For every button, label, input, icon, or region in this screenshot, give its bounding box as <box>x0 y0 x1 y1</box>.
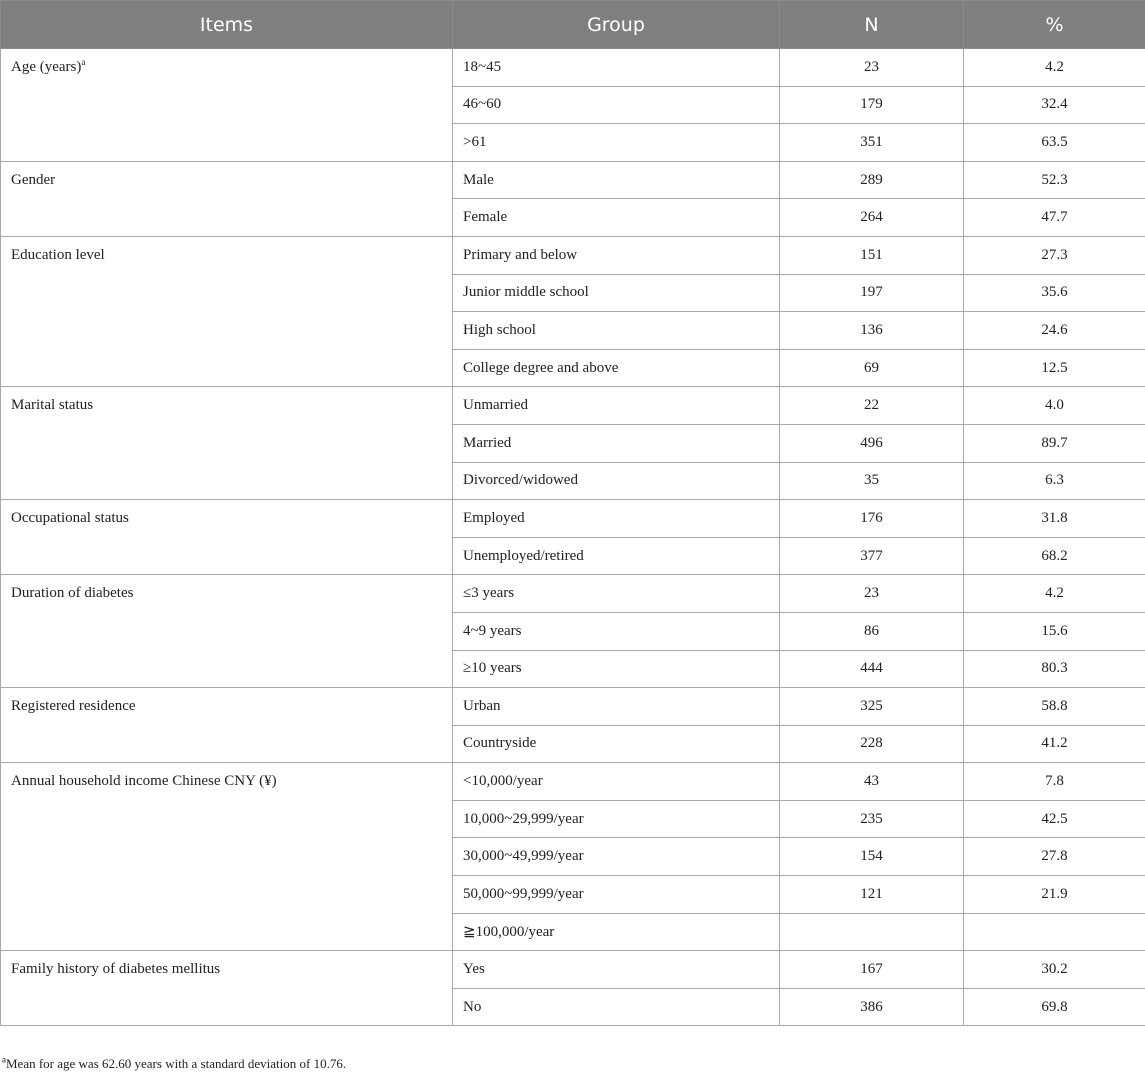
table-row <box>1 161 1145 199</box>
group-cell: ≤3 years <box>453 575 780 613</box>
n-cell: 86 <box>780 612 964 650</box>
group-cell: Married <box>453 424 780 462</box>
n-cell: 22 <box>780 387 964 425</box>
n-cell: 23 <box>780 575 964 613</box>
percent-cell: 12.5 <box>964 349 1145 387</box>
percent-cell: 21.9 <box>964 876 1145 914</box>
percent-cell: 35.6 <box>964 274 1145 312</box>
group-cell: Urban <box>453 688 780 726</box>
percent-cell: 68.2 <box>964 537 1145 575</box>
n-cell: 351 <box>780 124 964 162</box>
table-footnote <box>2 1056 346 1072</box>
n-cell: 496 <box>780 424 964 462</box>
item-label <box>1 763 453 951</box>
group-cell: 4~9 years <box>453 612 780 650</box>
item-label-text: Family history of diabetes mellitus <box>11 961 221 978</box>
percent-cell: 89.7 <box>964 424 1145 462</box>
n-cell: 386 <box>780 988 964 1026</box>
percent-cell: 4.2 <box>964 49 1145 87</box>
percent-cell: 58.8 <box>964 688 1145 726</box>
header-items: Items <box>1 1 453 49</box>
group-cell: 46~60 <box>453 86 780 124</box>
group-cell: ≥10 years <box>453 650 780 688</box>
group-cell: 10,000~29,999/year <box>453 800 780 838</box>
percent-cell: 27.8 <box>964 838 1145 876</box>
item-label <box>1 236 453 386</box>
percent-cell: 7.8 <box>964 763 1145 801</box>
header-n: N <box>780 1 964 49</box>
item-label <box>1 500 453 575</box>
item-label <box>1 161 453 236</box>
table-row <box>1 763 1145 801</box>
percent-cell: 24.6 <box>964 312 1145 350</box>
group-cell: 50,000~99,999/year <box>453 876 780 914</box>
item-label-text: Annual household income Chinese CNY (¥) <box>11 773 277 790</box>
group-cell: Yes <box>453 951 780 989</box>
header-group: Group <box>453 1 780 49</box>
item-label <box>1 951 453 1026</box>
item-label-text: Age (years) <box>11 59 82 75</box>
n-cell: 167 <box>780 951 964 989</box>
n-cell: 325 <box>780 688 964 726</box>
item-label-text: Education level <box>11 246 105 263</box>
header-row <box>1 1 1145 49</box>
group-cell: Junior middle school <box>453 274 780 312</box>
group-cell: Countryside <box>453 725 780 763</box>
n-cell: 235 <box>780 800 964 838</box>
n-cell: 264 <box>780 199 964 237</box>
item-label <box>1 49 453 162</box>
group-cell: >61 <box>453 124 780 162</box>
percent-cell: 27.3 <box>964 236 1145 274</box>
n-cell <box>780 913 964 951</box>
percent-cell: 4.0 <box>964 387 1145 425</box>
n-cell: 444 <box>780 650 964 688</box>
group-cell: ≧100,000/year <box>453 913 780 951</box>
table-row <box>1 236 1145 274</box>
n-cell: 121 <box>780 876 964 914</box>
table-row <box>1 49 1145 87</box>
group-cell: Male <box>453 161 780 199</box>
item-label <box>1 575 453 688</box>
item-label <box>1 688 453 763</box>
percent-cell: 52.3 <box>964 161 1145 199</box>
percent-cell: 4.2 <box>964 575 1145 613</box>
percent-cell: 31.8 <box>964 500 1145 538</box>
percent-cell: 30.2 <box>964 951 1145 989</box>
group-cell: Divorced/widowed <box>453 462 780 500</box>
group-cell: Unemployed/retired <box>453 537 780 575</box>
footnote-marker: a <box>81 57 86 67</box>
n-cell: 23 <box>780 49 964 87</box>
n-cell: 228 <box>780 725 964 763</box>
group-cell: Employed <box>453 500 780 538</box>
group-cell: College degree and above <box>453 349 780 387</box>
percent-cell: 41.2 <box>964 725 1145 763</box>
footnote-marker: a <box>2 1054 6 1065</box>
header-percent: % <box>964 1 1145 49</box>
percent-cell: 47.7 <box>964 199 1145 237</box>
n-cell: 136 <box>780 312 964 350</box>
percent-cell: 32.4 <box>964 86 1145 124</box>
table-body <box>1 49 1145 1026</box>
table-row <box>1 575 1145 613</box>
n-cell: 69 <box>780 349 964 387</box>
table-row <box>1 951 1145 989</box>
group-cell: No <box>453 988 780 1026</box>
n-cell: 197 <box>780 274 964 312</box>
n-cell: 35 <box>780 462 964 500</box>
n-cell: 179 <box>780 86 964 124</box>
n-cell: 151 <box>780 236 964 274</box>
item-label-text: Duration of diabetes <box>11 585 134 602</box>
footnote-text: Mean for age was 62.60 years with a standard deviation of 10.76. <box>6 1056 347 1071</box>
n-cell: 289 <box>780 161 964 199</box>
item-label-text: Marital status <box>11 397 94 414</box>
table-row <box>1 500 1145 538</box>
percent-cell: 42.5 <box>964 800 1145 838</box>
group-cell: High school <box>453 312 780 350</box>
group-cell: Unmarried <box>453 387 780 425</box>
group-cell: Female <box>453 199 780 237</box>
percent-cell: 63.5 <box>964 124 1145 162</box>
item-label-text: Gender <box>11 171 56 188</box>
group-cell: <10,000/year <box>453 763 780 801</box>
n-cell: 377 <box>780 537 964 575</box>
n-cell: 154 <box>780 838 964 876</box>
item-label-text: Occupational status <box>11 510 129 527</box>
n-cell: 43 <box>780 763 964 801</box>
percent-cell: 80.3 <box>964 650 1145 688</box>
table-row <box>1 387 1145 425</box>
item-label-text: Registered residence <box>11 698 136 715</box>
percent-cell: 15.6 <box>964 612 1145 650</box>
table-row <box>1 688 1145 726</box>
n-cell: 176 <box>780 500 964 538</box>
percent-cell: 69.8 <box>964 988 1145 1026</box>
item-label <box>1 387 453 500</box>
percent-cell <box>964 913 1145 951</box>
percent-cell: 6.3 <box>964 462 1145 500</box>
group-cell: 30,000~49,999/year <box>453 838 780 876</box>
group-cell: 18~45 <box>453 49 780 87</box>
group-cell: Primary and below <box>453 236 780 274</box>
